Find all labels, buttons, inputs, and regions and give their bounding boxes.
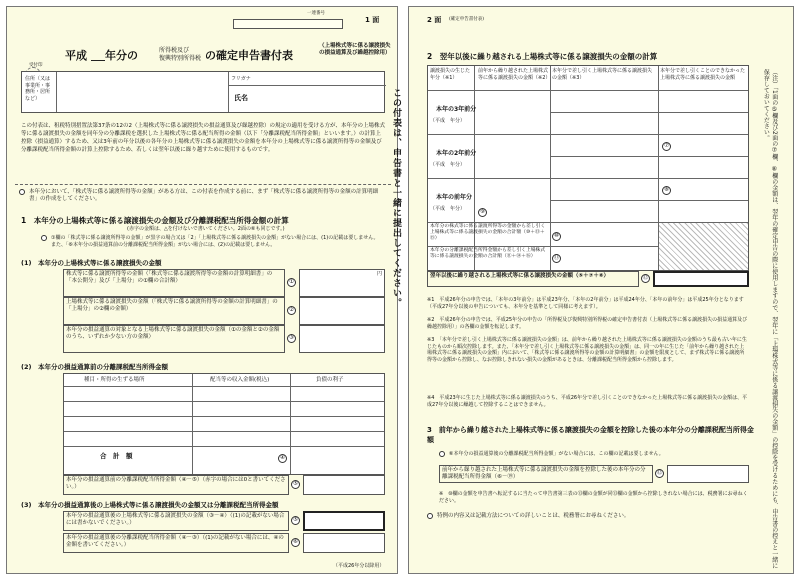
carryforward-amount[interactable] xyxy=(653,271,749,287)
circle-3: ③ xyxy=(287,334,296,343)
row-5-label: 本年分の損益通算後の上場株式等に係る譲渡損失の金額（③－④）（(1)の記載がない場合には書かないでください。） xyxy=(63,511,289,531)
section3-amount[interactable] xyxy=(667,465,749,483)
row-4-label: 本年分の損益通算前の分離課税配当所得金額（④－⑤）（赤字の場合には0と書いてください。） xyxy=(63,475,289,495)
row-2-label: 上場株式等に係る譲渡損失の金額（「株式等に係る譲渡所得等の金額の計算明細書」の「上場分」の②欄の金額） xyxy=(63,297,285,325)
row-1-label: 株式等に係る譲渡所得等の金額（「株式等に係る譲渡所得等の金額の計算明細書」の「本公開分」及び「上場分」の①欄の合計額） xyxy=(63,269,285,297)
page-two: 2 面 (確定申告書付表) 2 翌年以後に繰り越される上場株式等に係る譲渡損失の金額の計算 譲渡損失の生じた年分（※1） 前年から繰り越された上場株式等に係る譲渡損失の金額（※2） 本年分で差し引く上場株式等に係る譲渡損失の金額（※3） 本年分で差し引くことのできなかった上場株式等に係る譲渡損失の金額 本年の3年前分 （平成 年分） 本年の2年前分 （平成 年分） 本年の前年分 （平成 年分） ⑦ ⑧ ⑨ 本年分の株式等に係る譲渡所得等の金額から差し引く上場株式等に係る譲渡損失の金額の合計額（⑩＋⑬＋⑮） 本年分の分離課税配当所得金額から差し引く上場株式等に係る譲渡損失の金額の合計額（⑪＋⑭＋⑯） ⑩ ⑪ 翌年以後に繰り越される上場株式等に係る譲渡損失の金額（⑤＋⑦＋⑧） ⑫ ※1 平成26年分の申告では、「本年の3年前分」は平成23年分、「本年の2年前分」は平成24年分、「本年の前年分」は平成25年分となります（平成27年分以後の申告についても、本年分を基準として同様に考えます）。 ※2 平成26年分の申告では、平成25年分の申告の「所得税及び復興特別所得税の確定申告書付表（上場株式等に係る譲渡損失の損益通算及び繰越控除用）」の各欄の金額を転記します。 ※3 「本年分で差し引く上場株式等に係る譲渡損失の金額」は、前年から繰り越された上場株式等に係る譲渡損失の金額のうち最も古い年に生じたものから順次控除します。また、「本年分で差し引く上場株式等に係る譲渡損失の金額」は、同一の年に生じた「前年から繰り越された上場株式等に係る譲渡損失の金額」内において、「株式等に係る譲渡所得等の金額の計算明細書」の金額を限度として、まず株式等に係る譲渡所得等の金額から控除し、なお控除しきれない損失の金額があるときは、分離課税配当所得金額から控除します。 ※4 平成23年に生じた上場株式等に係る譲渡損失のうち、平成26年分で差し引くことのできなかった上場株式等に係る譲渡損失の金額は、平成27年分以後に繰越して控除することはできません。 3 前年から繰り越された上場株式等に係る譲渡損失の金額を控除した後の本年分の分離課税配当所得金額 ⑥本年分の損益通算後の分離課税配当所得金額」がない場合には、この欄の記載は要しません。 前年から繰り越された上場株式等に係る譲渡損失の金額を控除した後の本年分の分離課税配当所得金額（⑥－⑲） ⑫ ※ ⑩欄の金額を申告書へ転記するに当たって申告書第三表の⑬欄の金額が同⑬欄の金額から控除しきれない場合には、税務署にお尋ねください。 特例の内容又は記載方法についての詳しいことは、税務署にお尋ねください。 （注）「1面の⑤欄及び2面の⑦欄、⑧欄の金額は、翌年の確定申告の際に使用しますので、翌年に「上場株式等に係る譲渡損失の金額」の控除を受けるためにも、申告書の控えと一緒に保存しておいてください。 xyxy=(408,6,794,574)
carryforward-table: 譲渡損失の生じた年分（※1） 前年から繰り越された上場株式等に係る譲渡損失の金額（※2） 本年分で差し引く上場株式等に係る譲渡損失の金額（※3） 本年分で差し引くことのできなかった上場株式等に係る譲渡損失の金額 本年の3年前分 （平成 年分） 本年の2年前分 （平成 年分） 本年の前年分 （平成 年分） ⑦ ⑧ ⑨ 本年分の株式等に係る譲渡所得等の金額から差し引く上場株式等に係る譲渡損失の金額の合計額（⑩＋⑬＋⑮） 本年分の分離課税配当所得金額から差し引く上場株式等に係る譲渡損失の金額の合計額（⑪＋⑭＋⑯） ⑩ ⑪ xyxy=(427,65,749,271)
year-underline[interactable] xyxy=(91,60,105,61)
right-side-note: （注）「1面の⑤欄及び2面の⑦欄、⑧欄の金額は、翌年の確定申告の際に使用しますので、翌年に「上場株式等に係る譲渡損失の金額」の控除を受けるためにも、申告書の控えと一緒に保存しておいてください。 xyxy=(762,69,778,569)
row-3-amount[interactable] xyxy=(299,325,385,353)
carryforward-row: 翌年以後に繰り越される上場株式等に係る譲渡損失の金額（⑤＋⑦＋⑧） xyxy=(427,271,639,287)
page-one: 一連番号 1 面 受付印 平成 年分の 所得税及び 復興特別所得税 の確定申告書付表 （上場株式等に係る譲渡損失の損益通算及び繰越控除用） 住所（又は事業所・事務所・居所など） フリガナ 氏名 この付表は、租税特別措置法第37条の12の2（上場株式等に係る譲渡損失の損益通算及び繰越控除）の規定の適用を受ける方が、本年分の上場株式等に係る譲渡損失の金額を同年分の分離課税を選択した上場株式等に係る配当所得の金額（以下「分離課税配当所得金額」といいます。）の計算上控除（損益通算）するため、又は3年前の年分以後の各年分の上場株式等に係る譲渡損失の金額を本年分の上場株式等に係る譲渡所得等の金額及び分離課税配当所得金額の計算上控除するため、若しくは翌年以後に繰り越すために使用するものです。 本年分において、「株式等に係る譲渡所得等の金額」がある方は、この付表を作成する前に、まず「株式等に係る譲渡所得等の金額の計算明細書」の作成をしてください。 1 本年分の上場株式等に係る譲渡損失の金額及び分離課税配当所得金額の計算 (赤字の金額は、△を付けないで書いてください。2面の⑥も同じです。) ①欄の「株式等に係る譲渡所得等の金額」が黒字の場合又は「2」「上場株式等に係る譲渡損失の金額」がない場合には、(1)の記載は要しません。また、「⑥本年分の損益通算前の分離課税配当所得金額」がない場合には、(2)の記載は要しません。 (1) 本年分の上場株式等に係る譲渡損失の金額 株式等に係る譲渡所得等の金額（「株式等に係る譲渡所得等の金額の計算明細書」の「本公開分」及び「上場分」の①欄の合計額） ① 円 上場株式等に係る譲渡損失の金額（「株式等に係る譲渡所得等の金額の計算明細書」の「上場分」の②欄の金額） ② 本年分の損益通算の対象となる上場株式等に係る譲渡損失の金額（①の金額と②の金額のうち、いずれか少ない方の金額） ③ (2) 本年分の損益通算前の分離課税配当所得金額 種目・所得の生ずる場所 配当等の収入金額(税込) 負債の利子 合 計 額 ④ 本年分の損益通算前の分離課税配当所得金額（④－⑤）（赤字の場合には0と書いてください。） ⑤ (3) 本年分の損益通算後の上場株式等に係る譲渡損失の金額又は分離課税配当所得金額 本年分の損益通算後の上場株式等に係る譲渡損失の金額（③－④）（(1)の記載がない場合には書かないでください。） ⑤ 本年分の損益通算後の分離課税配当所得金額（④－③）（(1)の記載がない場合には、④の金額を書いてください。） ⑥ （平成26年分以降用） xyxy=(6,6,398,574)
title-block: 平成 年分の 所得税及び 復興特別所得税 の確定申告書付表 （上場株式等に係る譲渡損失の損益通算及び繰越控除用） xyxy=(65,43,391,62)
deduct-2-field[interactable] xyxy=(564,249,654,267)
total-label: 合 計 額 xyxy=(100,452,133,460)
section-3-title: 3 前年から繰り越された上場株式等に係る譲渡損失の金額を控除した後の本年分の分離課税配当所得金額 xyxy=(427,426,754,444)
page-two-label: 2 面 xyxy=(427,16,442,24)
address-field[interactable] xyxy=(58,74,226,110)
section-1-title: 1 本年分の上場株式等に係る譲渡損失の金額及び分離課税配当所得金額の計算 xyxy=(21,216,289,225)
circle-1: ① xyxy=(287,278,296,287)
row-2-amount[interactable] xyxy=(299,297,385,325)
deduct-1-field[interactable] xyxy=(564,226,654,244)
closing-radio[interactable] xyxy=(427,513,433,519)
address-name-block: 住所（又は事業所・事務所・居所など） フリガナ 氏名 xyxy=(21,71,385,113)
row-3-label: 本年分の損益通算の対象となる上場株式等に係る譲渡損失の金額（①の金額と②の金額のうち、いずれか少ない方の金額） xyxy=(63,325,285,353)
page-one-label: 1 面 xyxy=(365,16,380,24)
name-field[interactable] xyxy=(252,87,382,109)
page-title: の確定申告書付表 xyxy=(205,49,293,62)
hatched-cell xyxy=(659,223,748,270)
row-5-amount[interactable] xyxy=(303,511,385,531)
section-2-title: 2 翌年以後に繰り越される上場株式等に係る譲渡損失の金額の計算 xyxy=(427,52,658,61)
dividend-total-field[interactable] xyxy=(194,448,274,472)
serial-number-label: 一連番号 xyxy=(307,11,325,16)
intro-check-radio[interactable] xyxy=(19,189,25,195)
row-6-amount[interactable] xyxy=(303,533,385,553)
dividend-table: 種目・所得の生ずる場所 配当等の収入金額(税込) 負債の利子 合 計 額 ④ xyxy=(63,373,385,475)
row-1-amount[interactable] xyxy=(299,269,385,297)
serial-number-box[interactable] xyxy=(233,19,343,29)
footer-note: （平成26年分以降用） xyxy=(333,563,385,569)
row-6-label: 本年分の損益通算後の分離課税配当所得金額（④－③）（(1)の記載がない場合には、④の金額を書いてください。） xyxy=(63,533,289,553)
circle-2: ② xyxy=(287,306,296,315)
section3-check-radio[interactable] xyxy=(439,451,445,457)
section1-check-radio[interactable] xyxy=(41,235,47,241)
intro-paragraph: この付表は、租税特別措置法第37条の12の2（上場株式等に係る譲渡損失の損益通算及び繰越控除）の規定の適用を受ける方が、本年分の上場株式等に係る譲渡損失の金額を同年分の分離課税を選択した上場株式等に係る配当所得の金額（以下「分離課税配当所得金額」といいます。）の計算上控除（損益通算）するため、又は3年前の年分以後の各年分の上場株式等に係る譲渡損失の金額を本年分の上場株式等に係る譲渡所得等の金額及び分離課税配当所得金額の計算上控除するため、若しくは翌年以後に繰り越すために使用するものです。 xyxy=(21,123,386,153)
receipt-stamp-label: 受付印 xyxy=(29,63,43,68)
row-4-amount[interactable] xyxy=(303,475,385,495)
submit-instruction: この付表は、申告書と一緒に提出してください。 xyxy=(391,88,401,308)
section3-row-label: 前年から繰り越された上場株式等に係る譲渡損失の金額を控除した後の本年分の分離課税配当所得金額（⑥－⑲） xyxy=(439,465,653,483)
